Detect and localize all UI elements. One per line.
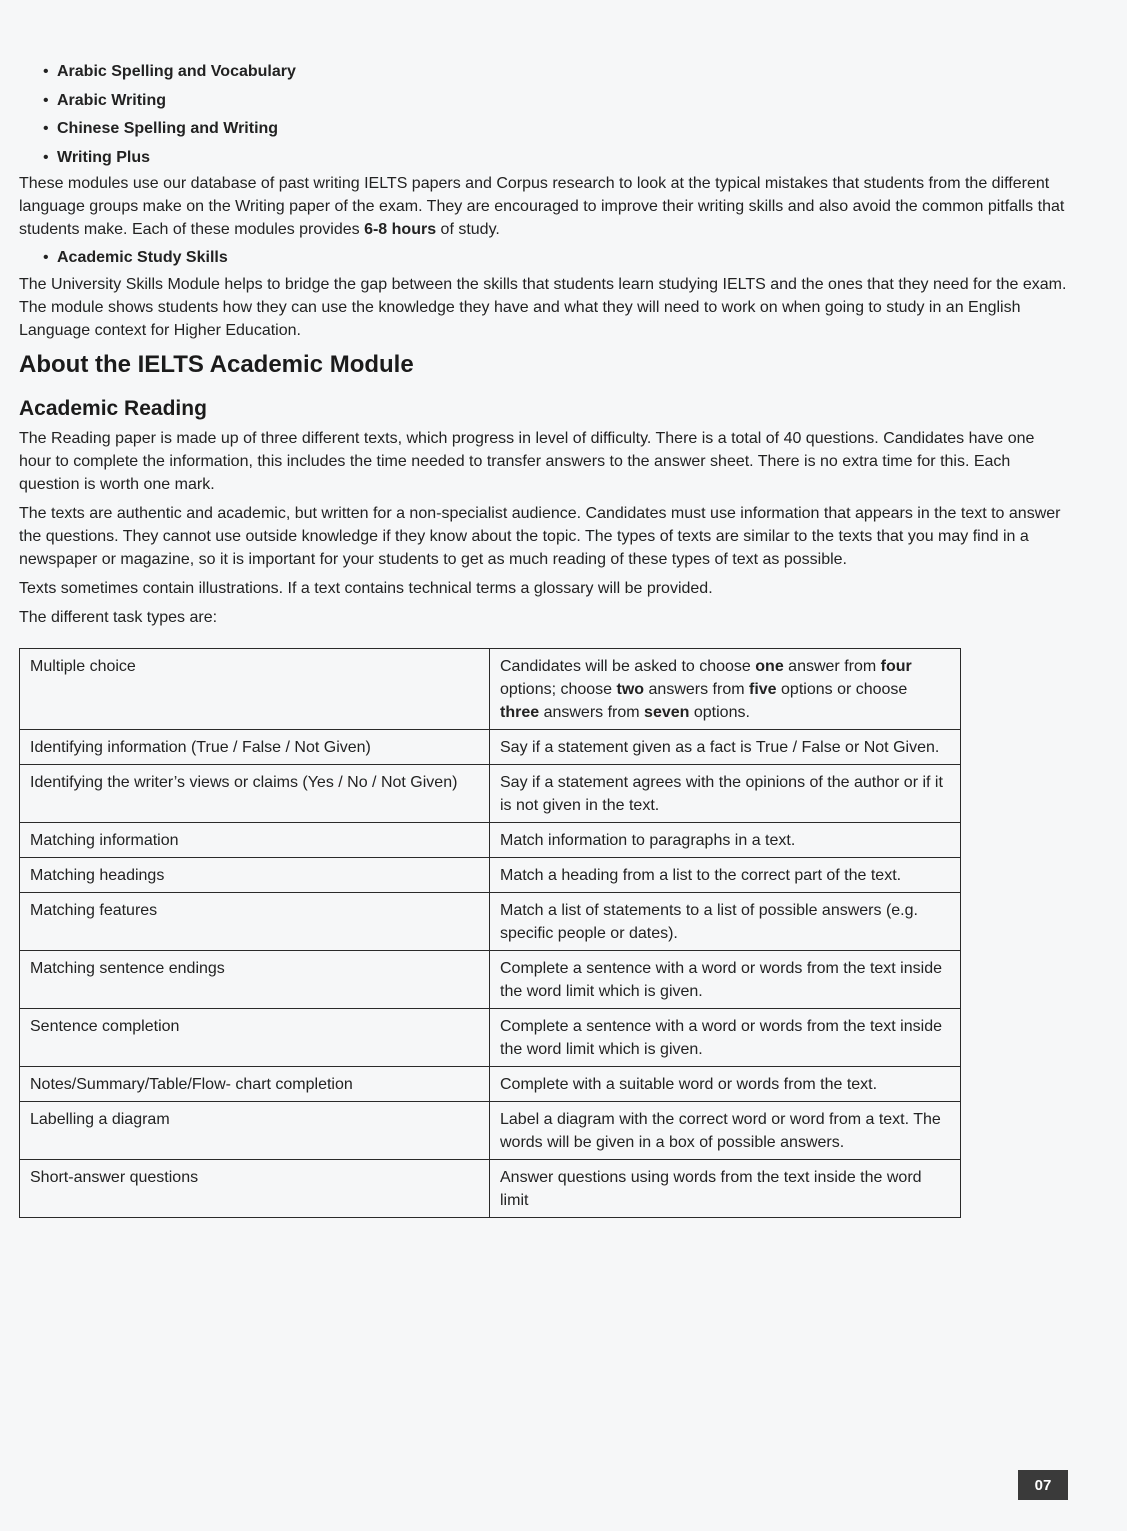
page-number: 07 bbox=[1018, 1470, 1068, 1500]
bold-text: one bbox=[755, 657, 784, 675]
task-cell: Short-answer questions bbox=[20, 1159, 490, 1217]
table-row bbox=[20, 764, 961, 822]
list-item: • Arabic Writing bbox=[43, 87, 1069, 116]
description-cell: Match information to paragraphs in a text. bbox=[490, 822, 961, 857]
paragraph: The different task types are: bbox=[19, 608, 218, 626]
text-span: of study. bbox=[436, 221, 500, 238]
table-row bbox=[20, 1066, 961, 1101]
description-cell: Say if a statement agrees with the opinions of the author or if it is not given in the text. bbox=[490, 764, 961, 822]
text-span: These modules use our database of past writing IELTS papers and Corpus research to look at the typical mistakes that students from the different language groups make on the Writing paper of the exam. They are encouraged to improve their writing skills and also avoid the common pitfalls that students make. Each of these modules provides bbox=[19, 175, 1065, 238]
task-cell: Identifying the writer’s views or claims (Yes / No / Not Given) bbox=[20, 764, 490, 822]
description-cell: Answer questions using words from the text inside the word limit bbox=[490, 1159, 961, 1217]
table-row bbox=[20, 1101, 961, 1159]
modules-paragraph bbox=[19, 172, 1069, 241]
skills-list bbox=[19, 244, 1069, 273]
bold-text: four bbox=[880, 657, 912, 675]
paragraph: The texts are authentic and academic, but written for a non-specialist audience. Candidates must use information that appears in the text to answer the questions. They cannot use outside knowledge if they know about the topic. The types of texts are similar to the texts that you may find in a newspaper or magazine, so it is important for your students to get as much reading of these types of text as possible. bbox=[19, 504, 1061, 568]
subsection-heading: Academic Reading bbox=[19, 396, 207, 420]
list-item: • Arabic Spelling and Vocabulary bbox=[43, 58, 1069, 87]
task-cell: Notes/Summary/Table/Flow- chart completion bbox=[20, 1066, 490, 1101]
bold-text: two bbox=[616, 680, 645, 698]
task-cell: Sentence completion bbox=[20, 1008, 490, 1066]
text-span: options; choose bbox=[500, 680, 617, 698]
list-item: • Academic Study Skills bbox=[43, 244, 1069, 273]
description-cell: Complete with a suitable word or words from the text. bbox=[490, 1066, 961, 1101]
description-cell: Match a heading from a list to the correct part of the text. bbox=[490, 857, 961, 892]
table-row bbox=[20, 648, 961, 729]
text-span: Candidates will be asked to choose bbox=[500, 657, 756, 675]
description-cell: Complete a sentence with a word or words from the text inside the word limit which is given. bbox=[490, 1008, 961, 1066]
table-row bbox=[20, 892, 961, 950]
task-cell: Matching information bbox=[20, 822, 490, 857]
description-cell bbox=[490, 648, 961, 729]
text-span: answer from bbox=[783, 657, 881, 675]
description-cell: Complete a sentence with a word or words from the text inside the word limit which is given. bbox=[490, 950, 961, 1008]
hours-highlight: 6-8 hours bbox=[364, 221, 437, 238]
list-item: • Chinese Spelling and Writing bbox=[43, 115, 1069, 144]
paragraph: The Reading paper is made up of three different texts, which progress in level of difficulty. There is a total of 40 questions. Candidates have one hour to complete the information, this includes the time needed to transfer answers to the answer sheet. There is no extra time for this. Each question is worth one mark. bbox=[19, 429, 1035, 493]
table-row bbox=[20, 729, 961, 764]
task-cell: Matching features bbox=[20, 892, 490, 950]
task-cell: Matching sentence endings bbox=[20, 950, 490, 1008]
paragraph: Texts sometimes contain illustrations. If a text contains technical terms a glossary will be provided. bbox=[19, 579, 713, 597]
section-heading: About the IELTS Academic Module bbox=[19, 350, 414, 378]
text-span: options or choose bbox=[776, 680, 908, 698]
description-cell: Label a diagram with the correct word or word from a text. The words will be given in a box of possible answers. bbox=[490, 1101, 961, 1159]
task-types-table bbox=[19, 648, 961, 1218]
text-span: answers from bbox=[539, 703, 645, 721]
task-cell: Labelling a diagram bbox=[20, 1101, 490, 1159]
list-item: • Writing Plus bbox=[43, 144, 1069, 173]
bold-text: three bbox=[500, 703, 540, 721]
task-cell: Identifying information (True / False / Not Given) bbox=[20, 729, 490, 764]
bold-text: five bbox=[749, 680, 777, 698]
task-cell: Matching headings bbox=[20, 857, 490, 892]
description-cell: Match a list of statements to a list of possible answers (e.g. specific people or dates). bbox=[490, 892, 961, 950]
table-row bbox=[20, 857, 961, 892]
task-cell: Multiple choice bbox=[20, 648, 490, 729]
text-span: answers from bbox=[644, 680, 749, 698]
table-row bbox=[20, 822, 961, 857]
module-list bbox=[19, 58, 1069, 172]
page-content bbox=[19, 58, 1069, 1218]
bold-text: seven bbox=[644, 703, 690, 721]
table-row bbox=[20, 1008, 961, 1066]
skills-paragraph: The University Skills Module helps to bridge the gap between the skills that students learn studying IELTS and the ones that they need for the exam. The module shows students how they can use the knowledge they have and what they will need to work on when going to study in an English Language context for Higher Education. bbox=[19, 275, 1067, 339]
table-row bbox=[20, 950, 961, 1008]
table-row bbox=[20, 1159, 961, 1217]
text-span: options. bbox=[689, 703, 750, 721]
description-cell: Say if a statement given as a fact is True / False or Not Given. bbox=[490, 729, 961, 764]
